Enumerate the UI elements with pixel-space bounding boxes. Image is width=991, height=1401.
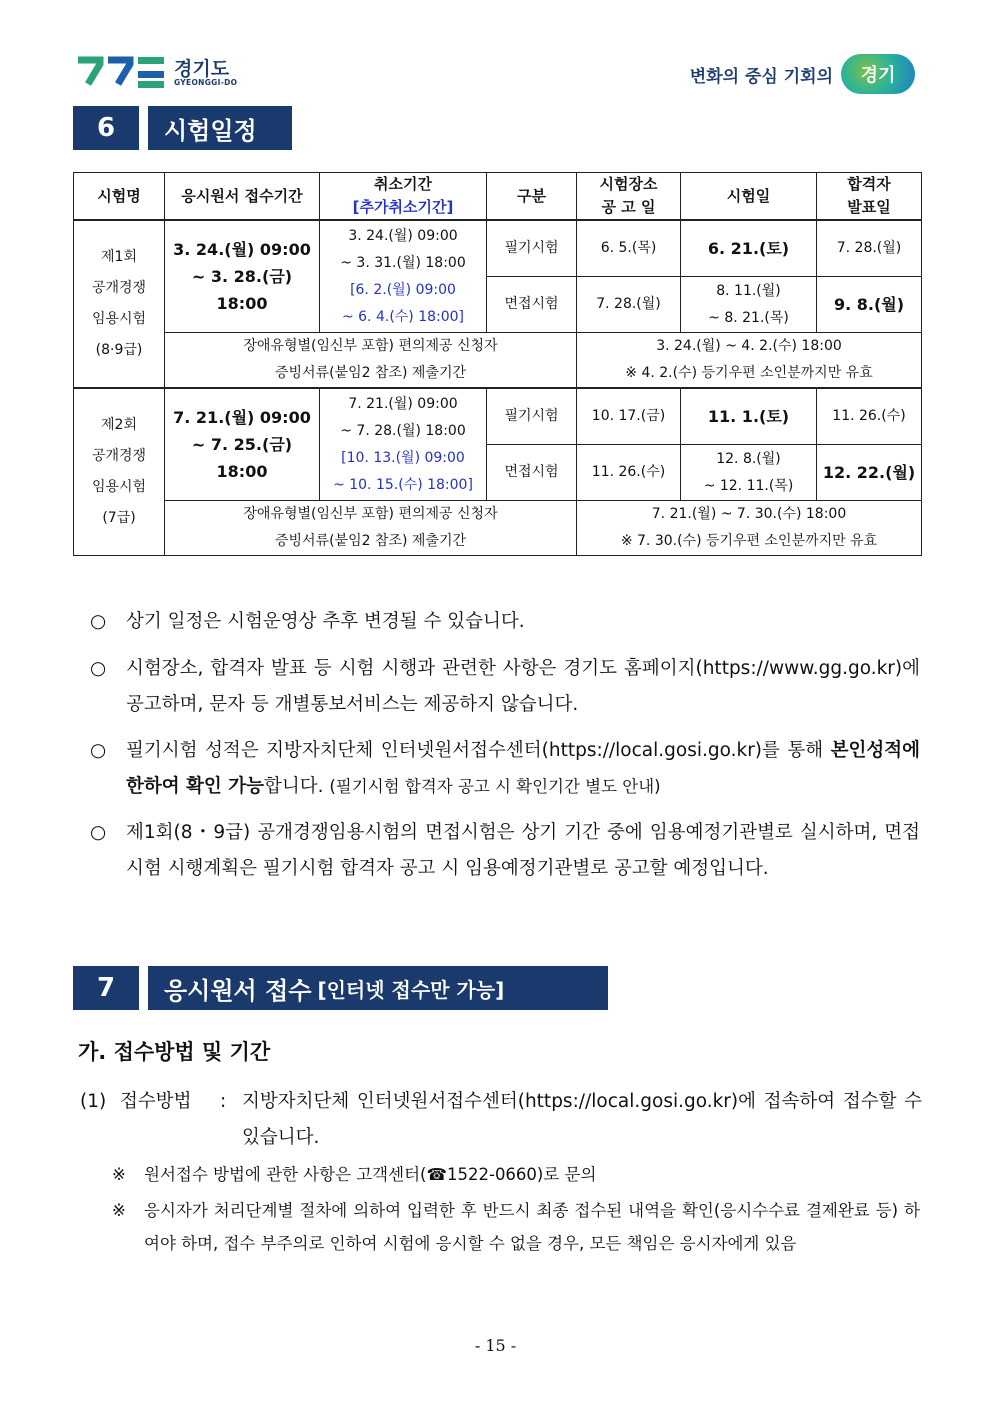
round-1-written-date: 6. 21.(토) [681, 220, 817, 277]
section-6-title: 시험일정 [148, 106, 292, 150]
circle-bullet-icon: ○ [90, 658, 107, 679]
gyeonggi-logo-mark [76, 54, 166, 90]
reference-mark-icon: ※ [112, 1201, 126, 1220]
section-6-number: 6 [73, 106, 139, 150]
table-row [74, 388, 922, 445]
table-row [74, 220, 922, 277]
notice-bullet-4 [90, 815, 920, 887]
subsection-heading: 가. 접수방법 및 기간 [78, 1040, 271, 1064]
circle-bullet-icon: ○ [90, 611, 107, 632]
slogan-badge: 경기 [841, 54, 915, 94]
reference-text: 응시자가 처리단계별 절차에 의하여 입력한 후 반드시 최종 접수된 내역을 확인(응시수수료 결제완료 등) 하여야 하며, 접수 부주의로 인하여 시험에 응시할 수 없을 경우, 모든 책임은 응시자에게 있음 [144, 1201, 920, 1253]
round-2-disabled-period: 7. 21.(월) ~ 7. 30.(수) 18:00 ※ 7. 30.(수) 등기우편 소인분까지만 유효 [577, 501, 922, 556]
logo-name: 경기도 [174, 58, 230, 80]
round-1-written-result: 7. 28.(월) [817, 220, 922, 277]
header-cancel-period: 취소기간 [추가취소기간] [320, 173, 487, 221]
header-apply-period: 응시원서 접수기간 [165, 173, 320, 221]
round-1-written-type: 필기시험 [487, 220, 577, 277]
round-1-disabled-label: 장애유형별(임신부 포함) 편의제공 신청자 증빙서류(붙임2 참조) 제출기간 [165, 333, 577, 389]
reference-mark-icon: ※ [112, 1165, 126, 1184]
item-title: 접수방법 [120, 1091, 192, 1112]
round-1-interview-type: 면접시험 [487, 277, 577, 333]
gyeonggi-logo [76, 54, 246, 94]
round-1-name: 제1회 공개경쟁 임용시험 (8·9급) [74, 220, 165, 388]
round-2-written-result: 11. 26.(수) [817, 388, 922, 445]
notice-text: 제1회(8・9급) 공개경쟁임용시험의 면접시험은 상기 기간 중에 임용예정기관별로 실시하며, 면접시험 시행계획은 필기시험 합격자 공고 시 임용예정기관별로 공고할 예정입니다. [126, 822, 920, 879]
round-1-written-place: 6. 5.(목) [577, 220, 681, 277]
round-1-interview-place: 7. 28.(월) [577, 277, 681, 333]
notice-bullet-2 [90, 651, 920, 723]
section-7-number: 7 [73, 966, 139, 1010]
item-separator: : [220, 1091, 227, 1112]
round-1-apply-period: 3. 24.(월) 09:00 ~ 3. 28.(금) 18:00 [165, 220, 320, 333]
round-2-apply-period: 7. 21.(월) 09:00 ~ 7. 25.(금) 18:00 [165, 388, 320, 501]
circle-bullet-icon: ○ [90, 740, 107, 761]
reference-note-2 [112, 1194, 920, 1260]
round-1-interview-date: 8. 11.(월) ~ 8. 21.(목) [681, 277, 817, 333]
item-body: 지방자치단체 인터넷원서접수센터(https://local.gosi.go.kr)에 접속하여 접수할 수 있습니다. [242, 1091, 922, 1148]
emphasis-text: 본인성적에 한하여 확인 가능 [126, 740, 920, 797]
application-method-item [80, 1084, 922, 1156]
round-2-interview-place: 11. 26.(수) [577, 445, 681, 501]
notice-bullet-3 [90, 733, 920, 805]
round-2-name: 제2회 공개경쟁 임용시험 (7급) [74, 388, 165, 556]
notice-bullet-1 [90, 604, 920, 640]
round-2-written-type: 필기시험 [487, 388, 577, 445]
round-1-interview-result: 9. 8.(월) [817, 277, 922, 333]
header-exam-date: 시험일 [681, 173, 817, 221]
exam-schedule-table [73, 172, 922, 556]
round-2-written-date: 11. 1.(토) [681, 388, 817, 445]
page-number: - 15 - [474, 1336, 517, 1355]
section-7-title: 응시원서 접수 [인터넷 접수만 가능] [148, 966, 608, 1010]
logo-subtitle: GYEONGGI-DO [174, 78, 238, 87]
reference-note-1 [112, 1158, 920, 1191]
circle-bullet-icon: ○ [90, 822, 107, 843]
table-row [74, 333, 922, 389]
item-label: (1) [80, 1091, 107, 1112]
slogan [690, 52, 915, 96]
header-type: 구분 [487, 173, 577, 221]
round-2-interview-type: 면접시험 [487, 445, 577, 501]
round-2-disabled-label: 장애유형별(임신부 포함) 편의제공 신청자 증빙서류(붙임2 참조) 제출기간 [165, 501, 577, 556]
notice-text: 필기시험 성적은 지방자치단체 인터넷원서접수센터(https://local.gosi.go.kr)를 통해 본인성적에 한하여 확인 가능합니다. (필기시험 합격자 공고 시 확인기간 별도 안내) [126, 740, 920, 797]
table-header-row [74, 173, 922, 221]
header-exam: 시험명 [74, 173, 165, 221]
round-2-interview-result: 12. 22.(월) [817, 445, 922, 501]
round-1-disabled-period: 3. 24.(월) ~ 4. 2.(수) 18:00 ※ 4. 2.(수) 등기우편 소인분까지만 유효 [577, 333, 922, 389]
round-1-cancel-period: 3. 24.(월) 09:00 ~ 3. 31.(월) 18:00 [6. 2.(월) 09:00 ~ 6. 4.(수) 18:00] [320, 220, 487, 333]
reference-text: 원서접수 방법에 관한 사항은 고객센터(☎1522-0660)로 문의 [144, 1165, 597, 1184]
notice-text: 상기 일정은 시험운영상 추후 변경될 수 있습니다. [126, 611, 525, 632]
table-row [74, 501, 922, 556]
notice-text: 시험장소, 합격자 발표 등 시험 시행과 관련한 사항은 경기도 홈페이지(https://www.gg.go.kr)에 공고하며, 문자 등 개별통보서비스는 제공하지 않습니다. [126, 658, 920, 715]
round-2-interview-date: 12. 8.(월) ~ 12. 11.(목) [681, 445, 817, 501]
round-2-cancel-period: 7. 21.(월) 09:00 ~ 7. 28.(월) 18:00 [10. 13.(월) 09:00 ~ 10. 15.(수) 18:00] [320, 388, 487, 501]
header-place-notice: 시험장소 공 고 일 [577, 173, 681, 221]
header-result-date: 합격자 발표일 [817, 173, 922, 221]
round-2-written-place: 10. 17.(금) [577, 388, 681, 445]
slogan-text: 변화의 중심 기회의 [689, 66, 833, 87]
